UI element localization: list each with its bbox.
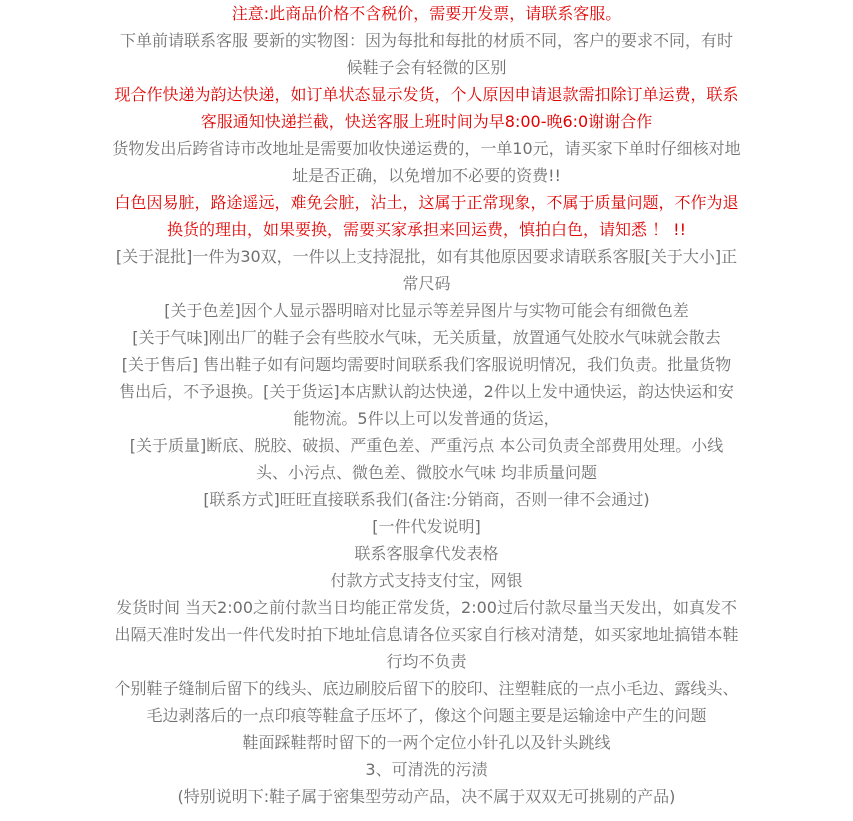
text-line: [关于售后] 售出鞋子如有问题均需要时间联系我们客服说明情况，我们负责。批量货物 xyxy=(121,355,732,374)
text-line: 客服通知快递拦截，快送客服上班时间为早8:00-晚6:0谢谢合作 xyxy=(200,112,653,131)
text-line: 货物发出后跨省诗市改地址是需要加收快递运费的，一单10元，请买家下单时仔细核对地 xyxy=(112,139,741,158)
text-line: 鞋面踩鞋帮时留下的一两个定位小针孔以及针头跳线 xyxy=(242,733,611,752)
text-line: [联系方式]旺旺直接联系我们(备注:分销商，否则一律不会通过) xyxy=(203,490,650,509)
text-line: 出隔天准时发出一件代发时拍下地址信息请各位买家自行核对清楚，如买家地址搞错本鞋 xyxy=(114,625,739,644)
text-line: [关于质量]断底、脱胶、破损、严重色差、严重污点 本公司负责全部费用处理。小线 xyxy=(129,436,724,455)
text-line: (特别说明下:鞋子属于密集型劳动产品，决不属于双双无可挑剔的产品) xyxy=(177,787,676,806)
text-line: 行均不负责 xyxy=(386,652,467,671)
text-line: 常尺码 xyxy=(402,274,451,293)
text-line: [关于混批]一件为30双，一件以上支持混批，如有其他原因要求请联系客服[关于大小]正 xyxy=(115,247,738,266)
text-line: 候鞋子会有轻微的区别 xyxy=(346,58,507,77)
text-line: 注意:此商品价格不含税价，需要开发票，请联系客服。 xyxy=(231,4,622,23)
text-line: 个别鞋子缝制后留下的线头、底边刷胶后留下的胶印、注塑鞋底的一点小毛边、露线头、 xyxy=(114,679,739,698)
text-line: 毛边剥落后的一点印痕等鞋盒子压坏了，像这个问题主要是运输途中产生的问题 xyxy=(146,706,707,725)
text-line: 售出后，不予退换。[关于货运]本店默认韵达快递，2件以上发中通快运，韵达快运和安 xyxy=(119,382,734,401)
text-line: 换货的理由，如果要换，需要买家承担来回运费，慎拍白色，请知悉 ！ !! xyxy=(166,220,686,239)
text-line: 下单前请联系客服 要新的实物图：因为每批和每批的材质不同，客户的要求不同，有时 xyxy=(119,31,734,50)
text-line: [一件代发说明] xyxy=(372,517,481,536)
text-line: 发货时间 当天2:00之前付款当日均能正常发货，2:00过后付款尽量当天发出，如真发不 xyxy=(116,598,737,617)
text-line: 现合作快递为韵达快递，如订单状态显示发货，个人原因申请退款需扣除订单运费，联系 xyxy=(114,85,739,104)
text-line: 白色因易脏，路途遥远，难免会脏，沾土，这属于正常现象，不属于质量问题，不作为退 xyxy=(114,193,739,212)
text-line: 付款方式支持支付宝，网银 xyxy=(330,571,523,590)
text-line: [关于气味]刚出厂的鞋子会有些胶水气味，无关质量，放置通气处胶水气味就会散去 xyxy=(132,328,721,347)
text-line: 能物流。5件以上可以发普通的货运， xyxy=(293,409,560,428)
text-line: 联系客服拿代发表格 xyxy=(354,544,499,563)
text-line: 3、可清洗的污渍 xyxy=(365,760,488,779)
text-line: 头、小污点、微色差、微胶水气味 均非质量问题 xyxy=(255,463,598,482)
text-line: [关于色差]因个人显示器明暗对比显示等差异图片与实物可能会有细微色差 xyxy=(164,301,689,320)
text-line: 址是否正确，以免增加不必要的资费!! xyxy=(292,166,561,185)
